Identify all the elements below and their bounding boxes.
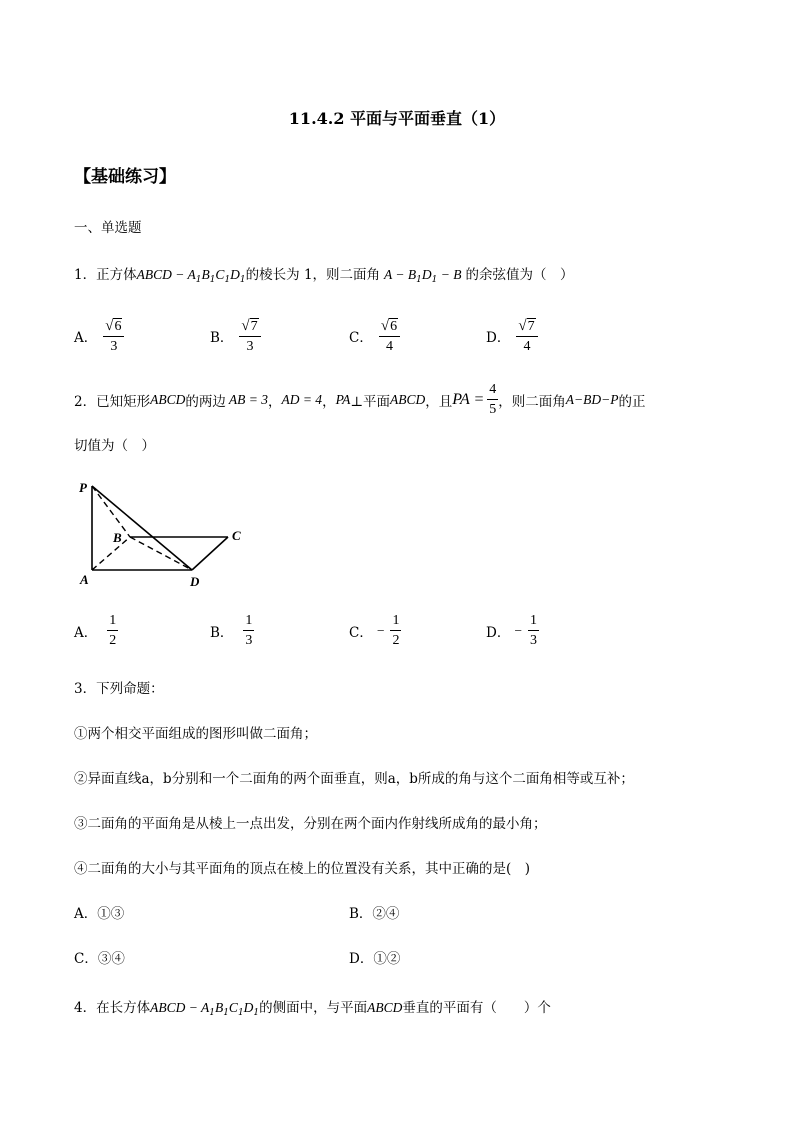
edge-pb <box>92 486 130 537</box>
option-label: A． <box>74 625 98 641</box>
option-label: B． <box>349 906 373 922</box>
subscript: 1 <box>237 1008 244 1018</box>
subscript: 1 <box>416 275 422 285</box>
math-expression: ABCD <box>390 392 426 407</box>
numerator: 4 <box>487 383 498 400</box>
denominator: 4 <box>385 339 393 355</box>
question-3-option-d[interactable] <box>349 947 400 967</box>
math-expression: C <box>215 267 225 282</box>
statement-4: ④二面角的大小与其平面角的顶点在棱上的位置没有关系，其中正确的是( ) <box>74 861 531 877</box>
question-text: 2．已知矩形 <box>74 394 151 410</box>
denominator: 4 <box>523 339 531 355</box>
vertex-label-c: C <box>232 528 241 543</box>
radicand: 7 <box>250 319 258 334</box>
option-label: D． <box>486 330 511 347</box>
math-expression: ABCD − A <box>150 1000 210 1015</box>
math-expression: ABCD <box>367 1000 403 1015</box>
denominator: 2 <box>109 633 117 648</box>
math-expression: − B <box>437 267 462 282</box>
subscript: 1 <box>253 1008 260 1018</box>
subscript: 1 <box>224 275 231 285</box>
math-expression: A − B <box>384 267 417 282</box>
question-1-option-b[interactable] <box>210 318 261 354</box>
fraction <box>390 614 401 648</box>
question-text: 的余弦值为（ ） <box>465 267 574 283</box>
option-text: ③④ <box>97 951 125 967</box>
fraction <box>243 614 254 648</box>
math-expression: PA = <box>452 391 485 408</box>
option-text: ②④ <box>372 906 400 922</box>
vertex-label-d: D <box>190 574 200 589</box>
question-1-option-a[interactable] <box>74 318 124 354</box>
option-label: A． <box>74 906 98 922</box>
question-3-stem: 3．下列命题： <box>74 681 164 697</box>
question-type-heading: 一、单选题 <box>74 220 142 236</box>
radicand: 7 <box>527 319 535 334</box>
subscript: 1 <box>195 275 202 285</box>
option-label: A． <box>74 330 98 347</box>
subscript: 1 <box>239 275 246 285</box>
math-expression: AB = 3 <box>228 392 268 407</box>
fraction: √ 7 3 <box>239 318 260 354</box>
page-title: 11.4.2 平面与平面垂直（1） <box>288 109 506 128</box>
subscript: 1 <box>431 275 438 285</box>
subscript: 1 <box>209 1008 215 1018</box>
option-text: ①③ <box>97 906 125 922</box>
question-2-option-a[interactable] <box>74 614 118 648</box>
edge-ab <box>92 537 130 570</box>
question-1-option-c[interactable] <box>349 318 400 354</box>
geometry-figure <box>74 478 254 590</box>
edge-pd <box>92 486 192 570</box>
option-text: ①② <box>373 951 401 967</box>
section-heading: 【基础练习】 <box>74 167 176 187</box>
option-label: C． <box>74 951 98 967</box>
option-label: B． <box>210 625 234 641</box>
question-2-option-b[interactable] <box>210 614 254 648</box>
math-expression: C <box>228 1000 238 1015</box>
option-label: C． <box>349 330 373 347</box>
question-text: 的两边 <box>185 394 226 410</box>
question-text: ⊥平面 <box>350 394 391 410</box>
math-expression: A−BD−P <box>565 392 619 407</box>
denominator: 3 <box>110 339 118 355</box>
question-1-stem <box>74 263 573 285</box>
question-text: ，且 <box>425 394 453 410</box>
option-label: D． <box>486 625 511 641</box>
option-label: D． <box>349 951 374 967</box>
denominator: 2 <box>392 633 400 648</box>
fraction <box>528 614 539 648</box>
denominator: 3 <box>245 633 253 648</box>
math-expression: B <box>214 1000 224 1015</box>
question-text: 的侧面中，与平面 <box>259 1000 368 1016</box>
question-2-option-d[interactable] <box>486 614 539 648</box>
fraction: √ 7 4 <box>516 318 537 354</box>
fraction <box>107 614 118 648</box>
question-1-option-d[interactable] <box>486 318 538 354</box>
numerator: 1 <box>243 614 254 631</box>
question-text: ，则二面角 <box>498 394 566 410</box>
question-2-stem-line-1 <box>74 383 646 417</box>
question-2-option-c[interactable] <box>349 614 401 648</box>
math-expression: D <box>230 267 240 282</box>
math-expression: PA <box>335 392 351 407</box>
vertex-label-b: B <box>113 530 122 545</box>
statement-3: ③二面角的平面角是从棱上一点出发，分别在两个面内作射线所成角的最小角； <box>74 816 547 832</box>
math-expression: ABCD − A <box>136 267 196 282</box>
question-text: ， <box>267 394 282 410</box>
vertex-label-a: A <box>80 572 89 587</box>
edge-bd <box>130 537 192 570</box>
math-expression: B <box>201 267 210 282</box>
radicand: 6 <box>390 319 398 334</box>
sign: − <box>514 623 522 638</box>
math-expression: AD = 4 <box>281 392 323 407</box>
statement-2: ②异面直线a，b分别和一个二面角的两个面垂直，则a，b所成的角与这个二面角相等或互补； <box>74 771 634 787</box>
question-3-option-c[interactable] <box>74 947 125 967</box>
question-text: 的棱长为 1，则二面角 <box>245 267 381 283</box>
numerator: 1 <box>528 614 539 631</box>
denominator: 3 <box>246 339 254 355</box>
question-3-option-a[interactable] <box>74 902 124 922</box>
edge-dc <box>192 537 228 570</box>
fraction <box>487 383 498 417</box>
subscript: 1 <box>223 1008 229 1018</box>
vertex-label-p: P <box>79 480 87 495</box>
math-expression: ABCD <box>150 392 186 407</box>
fraction: √ 6 4 <box>379 318 400 354</box>
question-text: 4．在长方体 <box>74 1000 151 1016</box>
question-text: 的正 <box>618 394 646 410</box>
question-2-stem-line-2: 切值为（ ） <box>74 438 155 454</box>
sign: − <box>376 623 385 638</box>
statement-1: ①两个相交平面组成的图形叫做二面角； <box>74 726 317 742</box>
question-3-option-b[interactable] <box>349 902 399 922</box>
numerator: 1 <box>390 614 401 631</box>
subscript: 1 <box>209 275 216 285</box>
math-expression: D <box>243 1000 254 1015</box>
denominator: 5 <box>489 402 497 417</box>
question-text: ， <box>322 394 336 410</box>
question-number: 1．正方体 <box>74 267 137 283</box>
numerator: 1 <box>107 614 118 631</box>
radicand: 6 <box>114 319 122 334</box>
question-4-stem <box>74 996 551 1018</box>
fraction: √ 6 3 <box>103 318 124 354</box>
denominator: 3 <box>529 633 537 648</box>
math-expression: D <box>421 267 432 282</box>
question-text: 垂直的平面有（ ）个 <box>402 1000 551 1016</box>
option-label: C． <box>349 625 373 641</box>
option-label: B． <box>210 330 234 347</box>
